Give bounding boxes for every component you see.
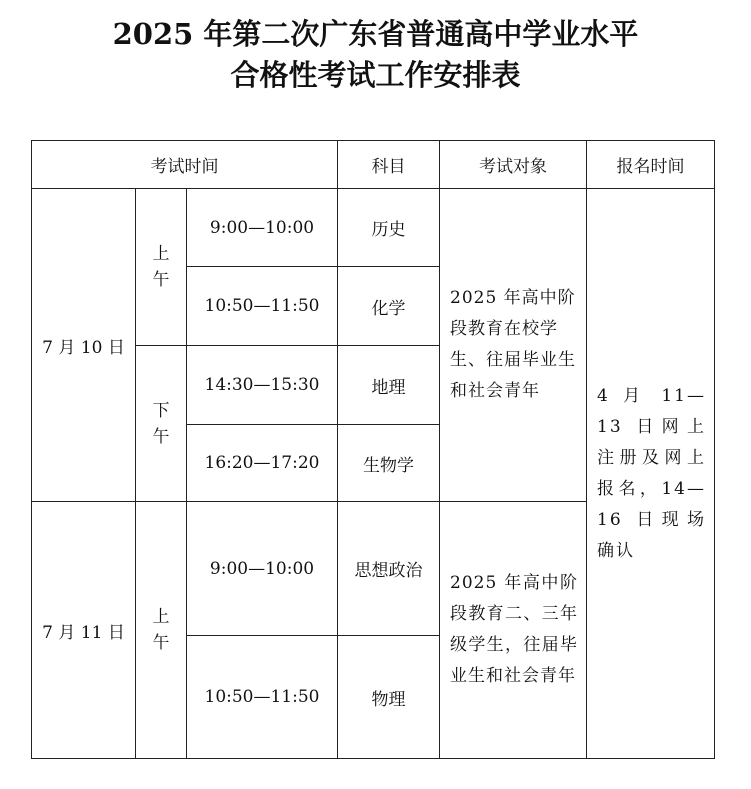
header-subject: 科目 xyxy=(338,141,440,189)
subject-cell: 生物学 xyxy=(338,425,440,502)
candidates-cell: 2025 年高中阶段教育二、三年级学生，往届毕业生和社会青年 xyxy=(440,502,587,759)
registration-cell: 4 月 11—13 日网上注册及网上报名，14—16 日现场确认 xyxy=(587,189,715,759)
subject-cell: 历史 xyxy=(338,189,440,267)
exam-date-cell: 7 月 10 日 xyxy=(32,189,136,502)
header-exam-time: 考试时间 xyxy=(32,141,338,189)
exam-date-cell: 7 月 11 日 xyxy=(32,502,136,759)
time-cell: 14:30—15:30 xyxy=(187,346,338,425)
table-header-row xyxy=(32,141,715,189)
time-cell: 9:00—10:00 xyxy=(187,502,338,636)
time-cell: 10:50—11:50 xyxy=(187,636,338,759)
time-cell: 10:50—11:50 xyxy=(187,267,338,346)
subject-cell: 物理 xyxy=(338,636,440,759)
subject-cell: 思想政治 xyxy=(338,502,440,636)
header-registration: 报名时间 xyxy=(587,141,715,189)
period-cell xyxy=(136,189,187,346)
time-cell: 9:00—10:00 xyxy=(187,189,338,267)
subject-cell: 化学 xyxy=(338,267,440,346)
header-candidates: 考试对象 xyxy=(440,141,587,189)
period-label: 下午 xyxy=(152,400,170,447)
table-row xyxy=(32,189,715,267)
subject-cell: 地理 xyxy=(338,346,440,425)
period-label: 上午 xyxy=(152,607,170,653)
period-cell xyxy=(136,502,187,759)
period-cell xyxy=(136,346,187,502)
time-cell: 16:20—17:20 xyxy=(187,425,338,502)
exam-schedule-table xyxy=(31,140,715,759)
document-title-line-1: 2025 年第二次广东省普通高中学业水平 xyxy=(112,17,639,51)
document-title-line-2: 合格性考试工作安排表 xyxy=(230,58,521,92)
period-label: 上午 xyxy=(152,244,170,290)
candidates-cell: 2025 年高中阶段教育在校学生、往届毕业生和社会青年 xyxy=(440,189,587,502)
